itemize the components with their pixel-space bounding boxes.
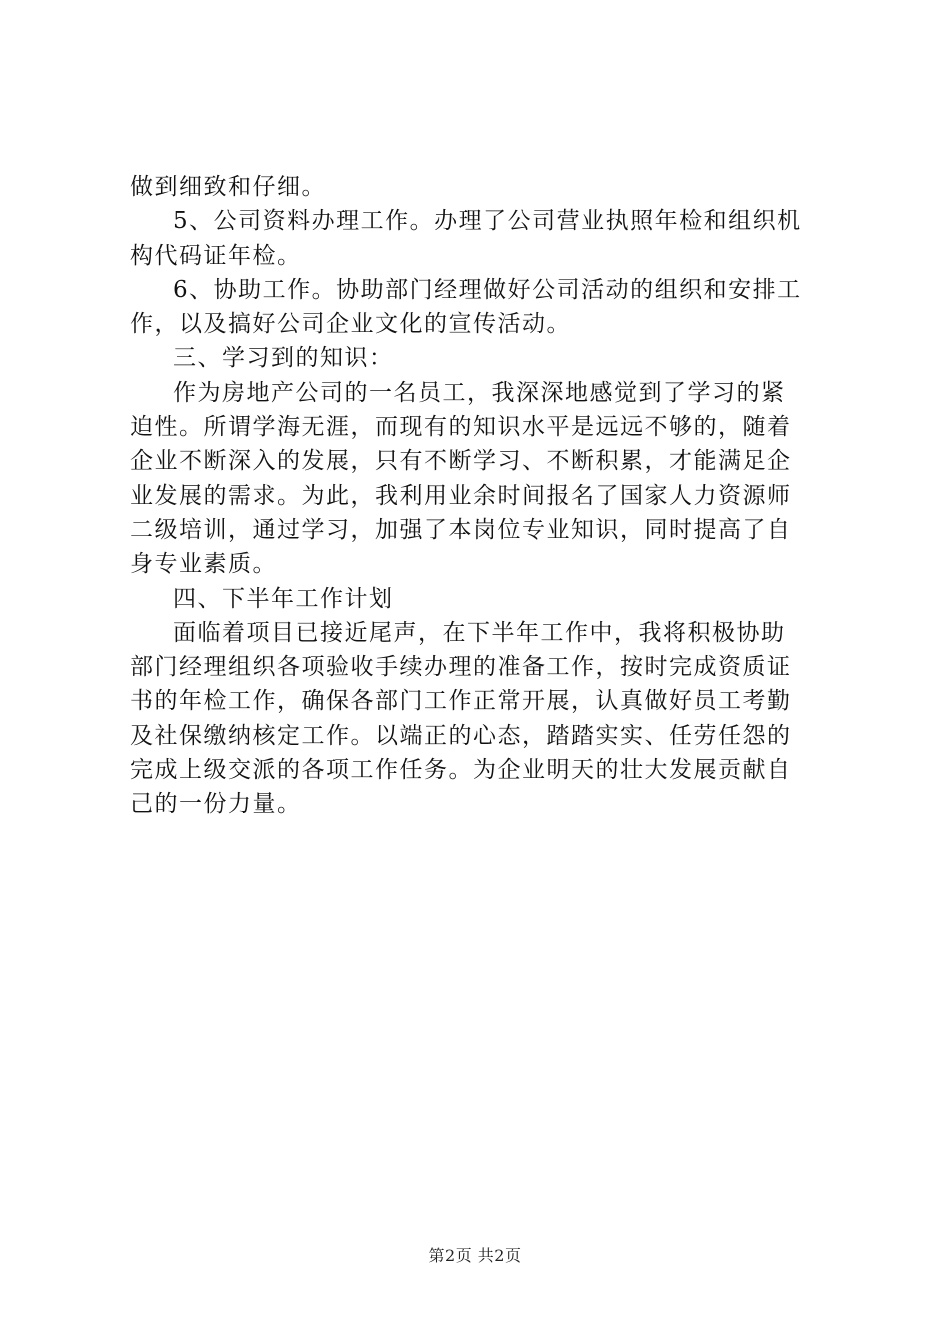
text-line: 及社保缴纳核定工作。以端正的心态，踏踏实实、任劳任怨的 <box>130 722 792 749</box>
text-line: 书的年检工作，确保各部门工作正常开展，认真做好员工考勤 <box>130 688 792 715</box>
text-line: 构代码证年检。 <box>130 242 302 269</box>
text-line: 面临着项目已接近尾声，在下半年工作中，我将积极协助 <box>173 619 786 646</box>
text-line: 5、公司资料办理工作。办理了公司营业执照年检和组织机 <box>173 208 802 235</box>
text-line: 业发展的需求。为此，我利用业余时间报名了国家人力资源师 <box>130 482 792 509</box>
text-line: 二级培训，通过学习，加强了本岗位专业知识，同时提高了自 <box>130 516 792 543</box>
text-line: 身专业素质。 <box>130 551 277 578</box>
page-footer <box>0 1243 950 1266</box>
text-line: 企业不断深入的发展，只有不断学习、不断积累，才能满足企 <box>130 448 792 475</box>
text-line: 做到细致和仔细。 <box>130 174 326 200</box>
text-line: 迫性。所谓学海无涯，而现有的知识水平是远远不够的，随着 <box>130 414 792 441</box>
text-line: 部门经理组织各项验收手续办理的准备工作，按时完成资质证 <box>130 654 792 681</box>
text-line: 6、协助工作。协助部门经理做好公司活动的组织和安排工 <box>173 276 802 303</box>
section-heading: 四、下半年工作计划 <box>173 585 394 612</box>
page-number-label: 第2页 共2页 <box>428 1246 522 1265</box>
text-line: 作，以及搞好公司企业文化的宣传活动。 <box>130 311 571 338</box>
text-line: 完成上级交派的各项工作任务。为企业明天的壮大发展贡献自 <box>130 757 792 784</box>
document-body <box>130 170 830 822</box>
text-line: 作为房地产公司的一名员工，我深深地感觉到了学习的紧 <box>173 379 786 406</box>
text-line: 己的一份力量。 <box>130 791 302 818</box>
section-heading: 三、学习到的知识： <box>173 345 394 372</box>
